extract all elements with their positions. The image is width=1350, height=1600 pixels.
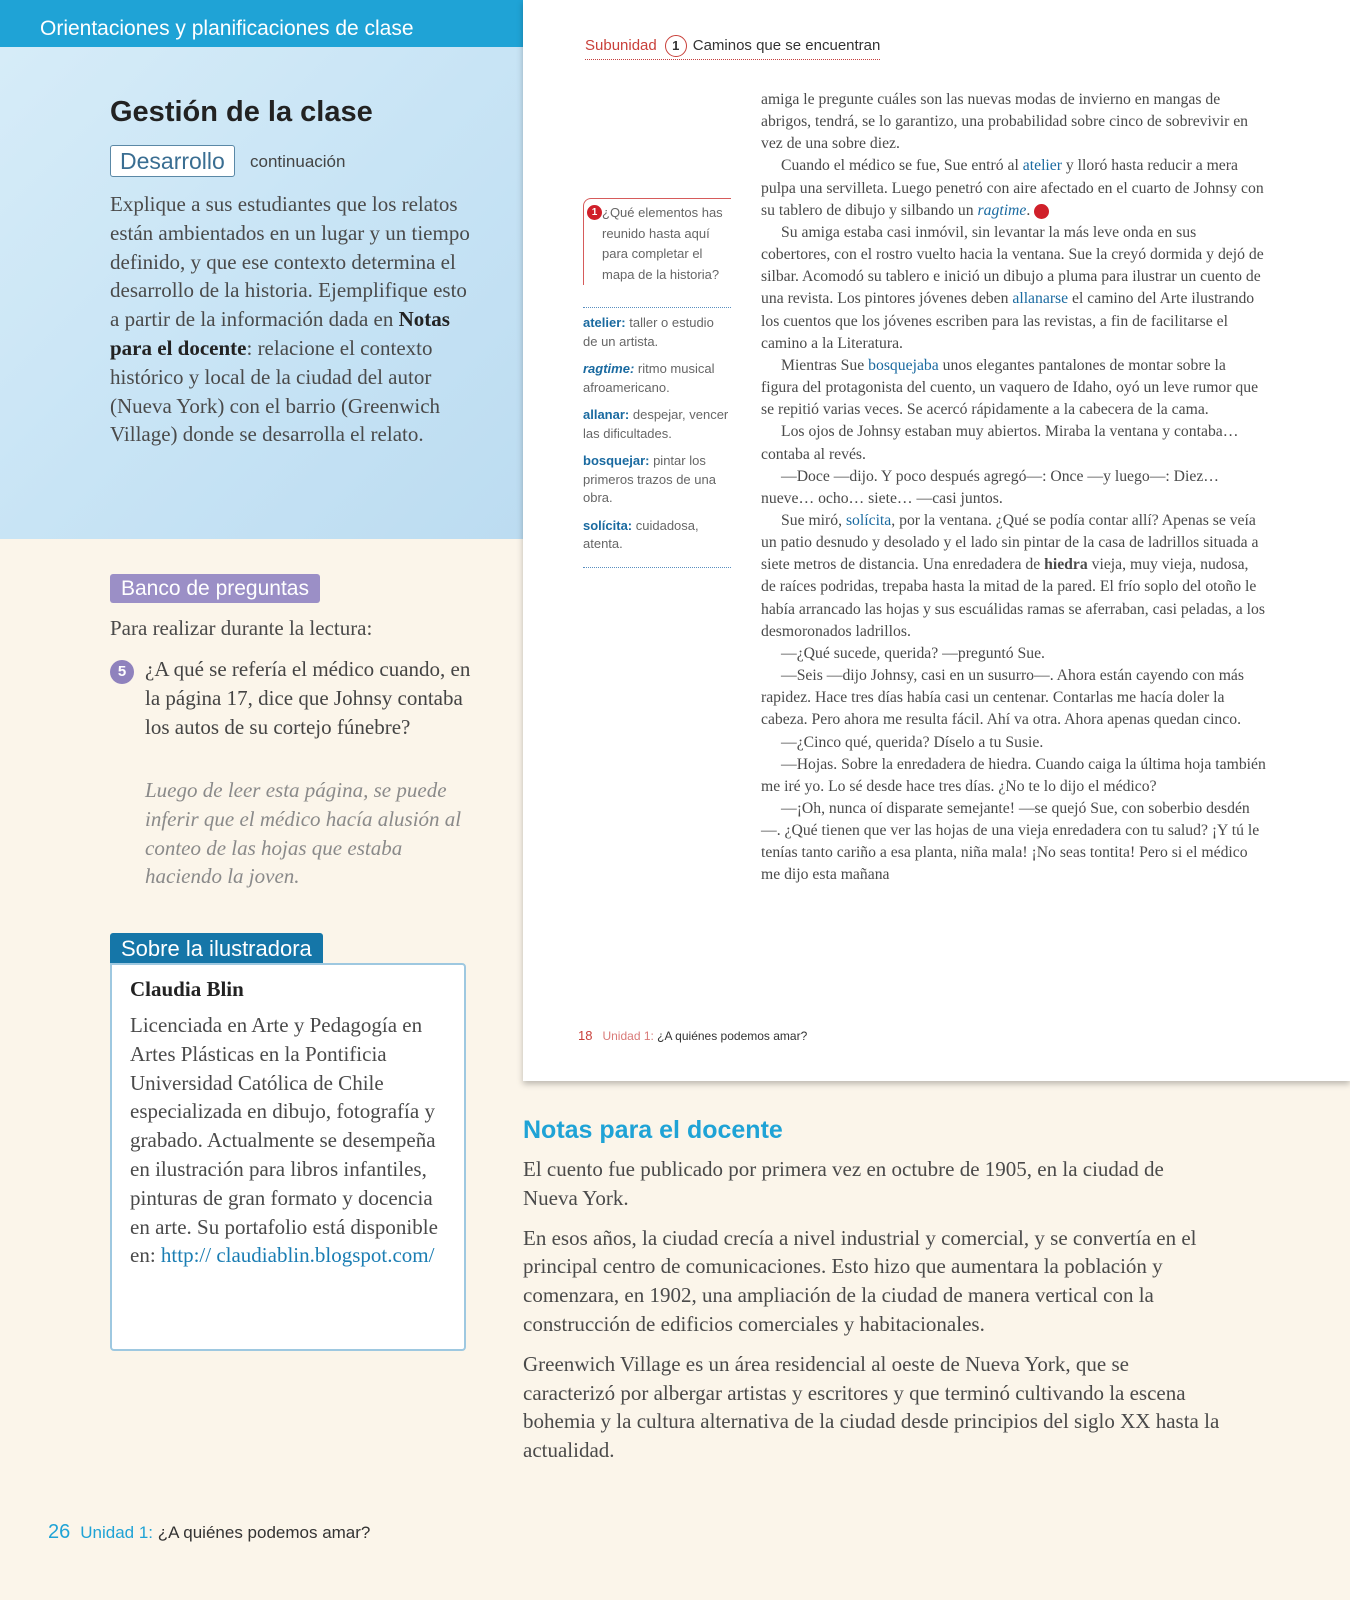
subunit-header <box>585 35 880 60</box>
banco-intro: Para realizar durante la lectura: <box>110 616 373 640</box>
story-paragraph <box>761 155 1266 221</box>
story-span: vieja, muy vieja, nudosa, de raíces podridas, trepaba hasta la mitad de la pared. El frío soplo del otoño le había arrancado las hojas y sus escuálidas ramas se aferraban, casi peladas, a los desmoronados ladrillos. <box>761 556 1265 640</box>
desarrollo-badge: Desarrollo <box>110 145 235 177</box>
glossary-entry <box>583 360 731 397</box>
glossary <box>583 307 731 568</box>
ilustradora-bio <box>130 1011 450 1270</box>
story-paragraph: —Doce —dijo. Y poco después agregó—: Once —y luego—: Diez… nueve… ocho… siete… —casi juntos. <box>761 467 1219 507</box>
footer-unit: Unidad 1: <box>80 1523 154 1542</box>
gestion-body-text: Explique a sus estudiantes que los relatos están ambientados en un lugar y un tiempo definido, y que ese contexto determina el desarrollo de la historia. Ejemplifique esto a partir de la información dada en <box>110 192 470 332</box>
header-bar <box>0 0 523 47</box>
glossary-term: allanar: <box>583 407 630 422</box>
story-span: Sue miró, <box>781 511 846 529</box>
story-span: Su amiga estaba casi inmóvil, sin levantar la más leve onda en sus cobertores, con el rostro vuelto hacia la ventana. Sue la creyó dormida y dejó de silbar. Acomodó su tablero e inició un dibujo a pluma para ilustrar un cuento de una revista. Los pintores jóvenes deben <box>761 223 1264 308</box>
story-span: unos elegantes pantalones de montar sobre la figura del protagonista del cuento, un vaquero de Idaho, oyó un leve rumor que se repitió varias veces. Se acercó rápidamente a la cabecera de la cama. <box>761 356 1259 419</box>
glossary-word-allanarse: allanarse <box>1012 290 1069 308</box>
glossary-term: bosquejar: <box>583 453 650 468</box>
book-footer-title: ¿A quiénes podemos amar? <box>653 1029 808 1043</box>
glossary-word-bosquejaba: bosquejaba <box>868 356 939 374</box>
continuation-label: continuación <box>250 152 346 171</box>
story-paragraph: amiga le pregunte cuáles son las nuevas modas de invierno en mangas de abrigos, tendrá, se lo garantizo, una probabilidad sobre cinco de sobrevivir en vez de una sobre diez. <box>761 91 1249 153</box>
story-paragraph <box>761 355 1266 421</box>
question-answer: Luego de leer esta página, se puede inferir que el médico hacía alusión al conteo de las hojas que estaba haciendo la joven. <box>145 778 462 889</box>
story-span: . <box>1026 201 1031 219</box>
notas-paragraph: El cuento fue publicado por primera vez en octubre de 1905, en la ciudad de Nueva York. <box>523 1157 1164 1210</box>
header-title: Orientaciones y planificaciones de clase <box>40 17 414 40</box>
subunit-title: Caminos que se encuentran <box>692 37 881 54</box>
story-text <box>761 89 1266 887</box>
glossary-entry <box>583 406 731 443</box>
glossary-term: ragtime: <box>583 361 635 376</box>
page-number: 26 <box>48 1521 71 1543</box>
glossary-def: cuidadosa, atenta. <box>583 517 699 551</box>
story-paragraph: —¡Oh, nunca oí disparate semejante! —se quejó Sue, con soberbio desdén—. ¿Qué tienen que ver las hojas de una vieja enredadera con tu salud? ¡Y tú le tenías tanto cariño a esa planta, niña mala! ¡No seas tontita! Pero si el médico me dijo esta mañana <box>761 800 1260 884</box>
question-marker-icon: 1 <box>587 205 602 220</box>
story-span: , por la ventana. ¿Qué se podía contar allí? Apenas se veía un patio desnudo y desolado y el lado sin pintar de la casa de ladrillos situada a siete metros de distancia. Una enredadera de <box>761 511 1259 574</box>
side-question <box>583 198 731 285</box>
gestion-body-text-end: : relacione el contexto histórico y local de la ciudad del autor (Nueva York) con el barrio (Greenwich Village) donde se desarrolla el relato. <box>110 335 441 447</box>
glossary-entry <box>583 314 731 351</box>
glossary-def: taller o estudio de un artista. <box>583 315 714 349</box>
question-number-badge: 5 <box>110 660 134 684</box>
glossary-word-atelier: atelier <box>1022 157 1062 175</box>
ilustradora-title: Sobre la ilustradora <box>110 933 323 963</box>
portfolio-link[interactable]: http:// claudiablin.blogspot.com/ <box>160 1243 435 1268</box>
glossary-word-solicita: solícita <box>845 511 892 529</box>
notas-paragraph: En esos años, la ciudad crecía a nivel industrial y comercial, y se convertía en el principal centro de comunicaciones. Esto hizo que aumentara la población y comenzara, en 1902, una ampliación de la ciudad de manera vertical con la construcción de edificios comerciales y habitacionales. <box>523 1225 1197 1336</box>
glossary-entry <box>583 517 731 554</box>
glossary-term: solícita: <box>583 517 633 533</box>
glossary-word-ragtime: ragtime <box>977 201 1027 219</box>
side-question-text: ¿Qué elementos has reunido hasta aquí para completar el mapa de la historia? <box>602 205 723 282</box>
story-paragraph <box>761 222 1266 355</box>
story-span: y lloró hasta reducir a mera pulpa una servilleta. Luego penetró con aire afectado en el cuarto de Johnsy con su tablero de dibujo y silbando un <box>761 157 1264 219</box>
question-marker-icon: 1 <box>1034 204 1049 219</box>
story-bold-word: hiedra <box>1044 556 1088 574</box>
story-paragraph: —Hojas. Sobre la enredadera de hiedra. Cuando caiga la última hoja también me iré yo. Lo sé desde hace tres días. ¿No te lo dijo el médico? <box>761 755 1266 795</box>
subunit-number: 1 <box>665 35 687 57</box>
glossary-term: atelier: <box>583 315 626 330</box>
ilustradora-bio-text: Licenciada en Arte y Pedagogía en Artes Plásticas en la Pontificia Universidad Católica de Chile especializada en dibujo, fotografía y grabado. Actualmente se desempeña en ilustración para libros infantiles, pinturas de gran formato y docencia en arte. Su portafolio está disponible en: <box>130 1013 438 1268</box>
story-span: Mientras Sue <box>781 356 869 374</box>
page-footer <box>48 1521 370 1544</box>
story-paragraph: Los ojos de Johnsy estaban muy abiertos. Miraba la ventana y contaba… contaba al revés. <box>761 423 1239 463</box>
book-page-footer <box>578 1028 807 1043</box>
story-paragraph: —Seis —dijo Johnsy, casi en un susurro—. Ahora están cayendo con más rapidez. Hace tres días había casi un centenar. Contarlas me hacía doler la cabeza. Pero ahora me resulta fácil. Ahí va otra. Ahora apenas quedan cinco. <box>761 667 1244 729</box>
story-paragraph <box>761 510 1266 643</box>
notas-title: Notas para el docente <box>523 1116 783 1144</box>
glossary-def: ritmo musical afroamericano. <box>583 361 715 395</box>
ilustradora-name: Claudia Blin <box>130 977 244 1001</box>
notas-paragraph: Greenwich Village es un área residencial al oeste de Nueva York, que se caracterizó por albergar artistas y escritores y que terminó cultivando la escena bohemia y la cultura alternativa de la ciudad desde principios del siglo XX hasta la actualidad. <box>523 1351 1220 1463</box>
footer-title: ¿A quiénes podemos amar? <box>153 1523 371 1542</box>
gestion-title: Gestión de la clase <box>110 96 373 128</box>
book-footer-unit: Unidad 1: <box>602 1029 654 1043</box>
gestion-body <box>110 190 470 449</box>
gestion-body-bold: Notas para el docente <box>110 307 450 360</box>
glossary-def: despejar, vencer las dificultades. <box>583 407 729 441</box>
subunit-label: Subunidad <box>585 37 657 54</box>
question-text: ¿A qué se refería el médico cuando, en la página 17, dice que Johnsy contaba los autos de su cortejo fúnebre? <box>145 657 471 739</box>
glossary-entry <box>583 452 731 508</box>
story-paragraph: —¿Qué sucede, querida? —preguntó Sue. <box>781 644 1045 662</box>
story-span: el camino del Arte ilustrando los cuentos que los jóvenes escriben para las revistas, a fin de facilitarse el camino a la Literatura. <box>761 290 1255 352</box>
book-page-number: 18 <box>578 1028 593 1043</box>
story-paragraph: —¿Cinco qué, querida? Díselo a tu Susie. <box>781 733 1044 751</box>
glossary-def: pintar los primeros trazos de una obra. <box>583 453 716 505</box>
notas-body <box>523 1155 1223 1476</box>
story-span: Cuando el médico se fue, Sue entró al <box>781 157 1023 175</box>
banco-title: Banco de preguntas <box>110 574 320 603</box>
